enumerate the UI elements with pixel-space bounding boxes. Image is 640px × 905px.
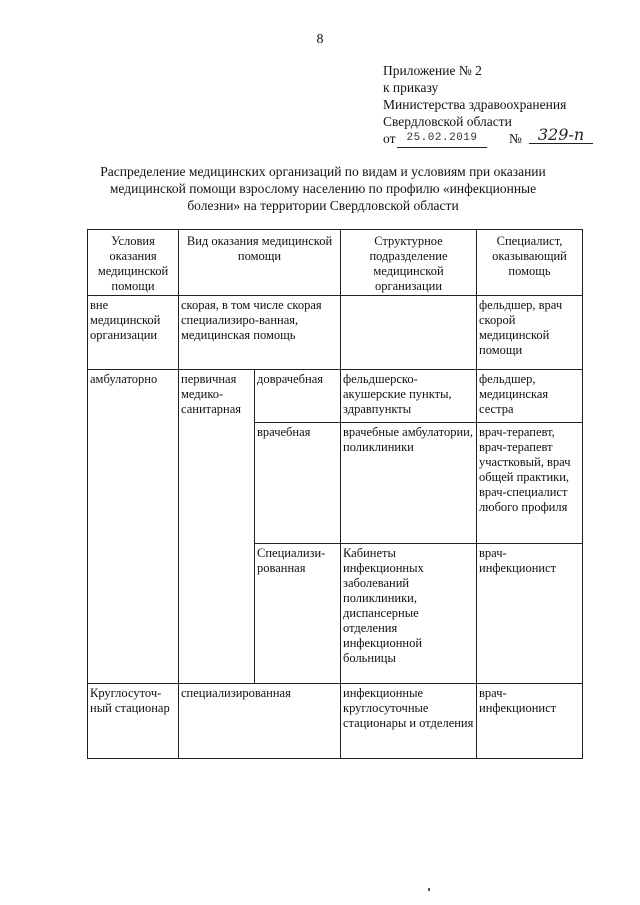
cell-unit: врачебные амбулатории, поликлиники — [341, 423, 477, 544]
cell-type: первичная медико-санитарная — [179, 370, 255, 684]
header-conditions: Условия оказания медицинской помощи — [88, 230, 179, 296]
cell-type: специализированная — [179, 684, 341, 759]
cell-specialist: фельдшер, медицинская сестра — [477, 370, 583, 423]
cell-subtype: доврачебная — [255, 370, 341, 423]
cell-specialist: врач-инфекционист — [477, 544, 583, 684]
header-unit: Структурное подразделение медицинской организации — [341, 230, 477, 296]
cell-subtype: Специализи-рованная — [255, 544, 341, 684]
cell-unit: инфекционные круглосуточные стационары и отделения — [341, 684, 477, 759]
cell-type: скорая, в том числе скорая специализиро-ванная, медицинская помощь — [179, 296, 341, 370]
order-from-label: от — [383, 131, 396, 146]
appendix-ministry: Министерства здравоохранения — [383, 97, 567, 112]
appendix-region: Свердловской области — [383, 114, 512, 129]
table-row — [88, 296, 583, 370]
table-row — [88, 684, 583, 759]
cell-specialist: фельдшер, врач скорой медицинской помощи — [477, 296, 583, 370]
appendix-order-ref: к приказу — [383, 80, 439, 95]
cell-conditions: Круглосуточ-ный стационар — [88, 684, 179, 759]
header-specialist: Специалист, оказывающий помощь — [477, 230, 583, 296]
table-row — [88, 370, 583, 423]
cell-unit — [341, 296, 477, 370]
order-number-handwritten: 329-п — [529, 126, 593, 144]
cell-specialist: врач-терапевт, врач-терапевт участковый, врач общей практики, врач-специалист любого профиля — [477, 423, 583, 544]
header-type: Вид оказания медицинской помощи — [179, 230, 341, 296]
document-title: Распределение медицинских организаций по видам и условиям при оказании медицинской помощи взрослому населению по профилю «инфекционные болезни» на территории Свердловской области — [100, 164, 546, 213]
cell-unit: Кабинеты инфекционных заболеваний поликлиники, диспансерные отделения инфекционной больницы — [341, 544, 477, 684]
scan-mark — [428, 888, 430, 891]
order-number-label: № — [509, 131, 522, 146]
cell-unit: фельдшерско-акушерские пункты, здравпункты — [341, 370, 477, 423]
cell-subtype: врачебная — [255, 423, 341, 544]
cell-specialist: врач-инфекционист — [477, 684, 583, 759]
order-date-stamp: 25.02.2019 — [397, 130, 487, 148]
table-header-row — [88, 230, 583, 296]
cell-conditions: амбулаторно — [88, 370, 179, 684]
order-line — [383, 125, 585, 152]
page-number: 8 — [316, 32, 324, 47]
appendix-block — [383, 62, 585, 152]
cell-conditions: вне медицинской организации — [88, 296, 179, 370]
appendix-title: Приложение № 2 — [383, 63, 482, 78]
distribution-table — [87, 229, 583, 759]
